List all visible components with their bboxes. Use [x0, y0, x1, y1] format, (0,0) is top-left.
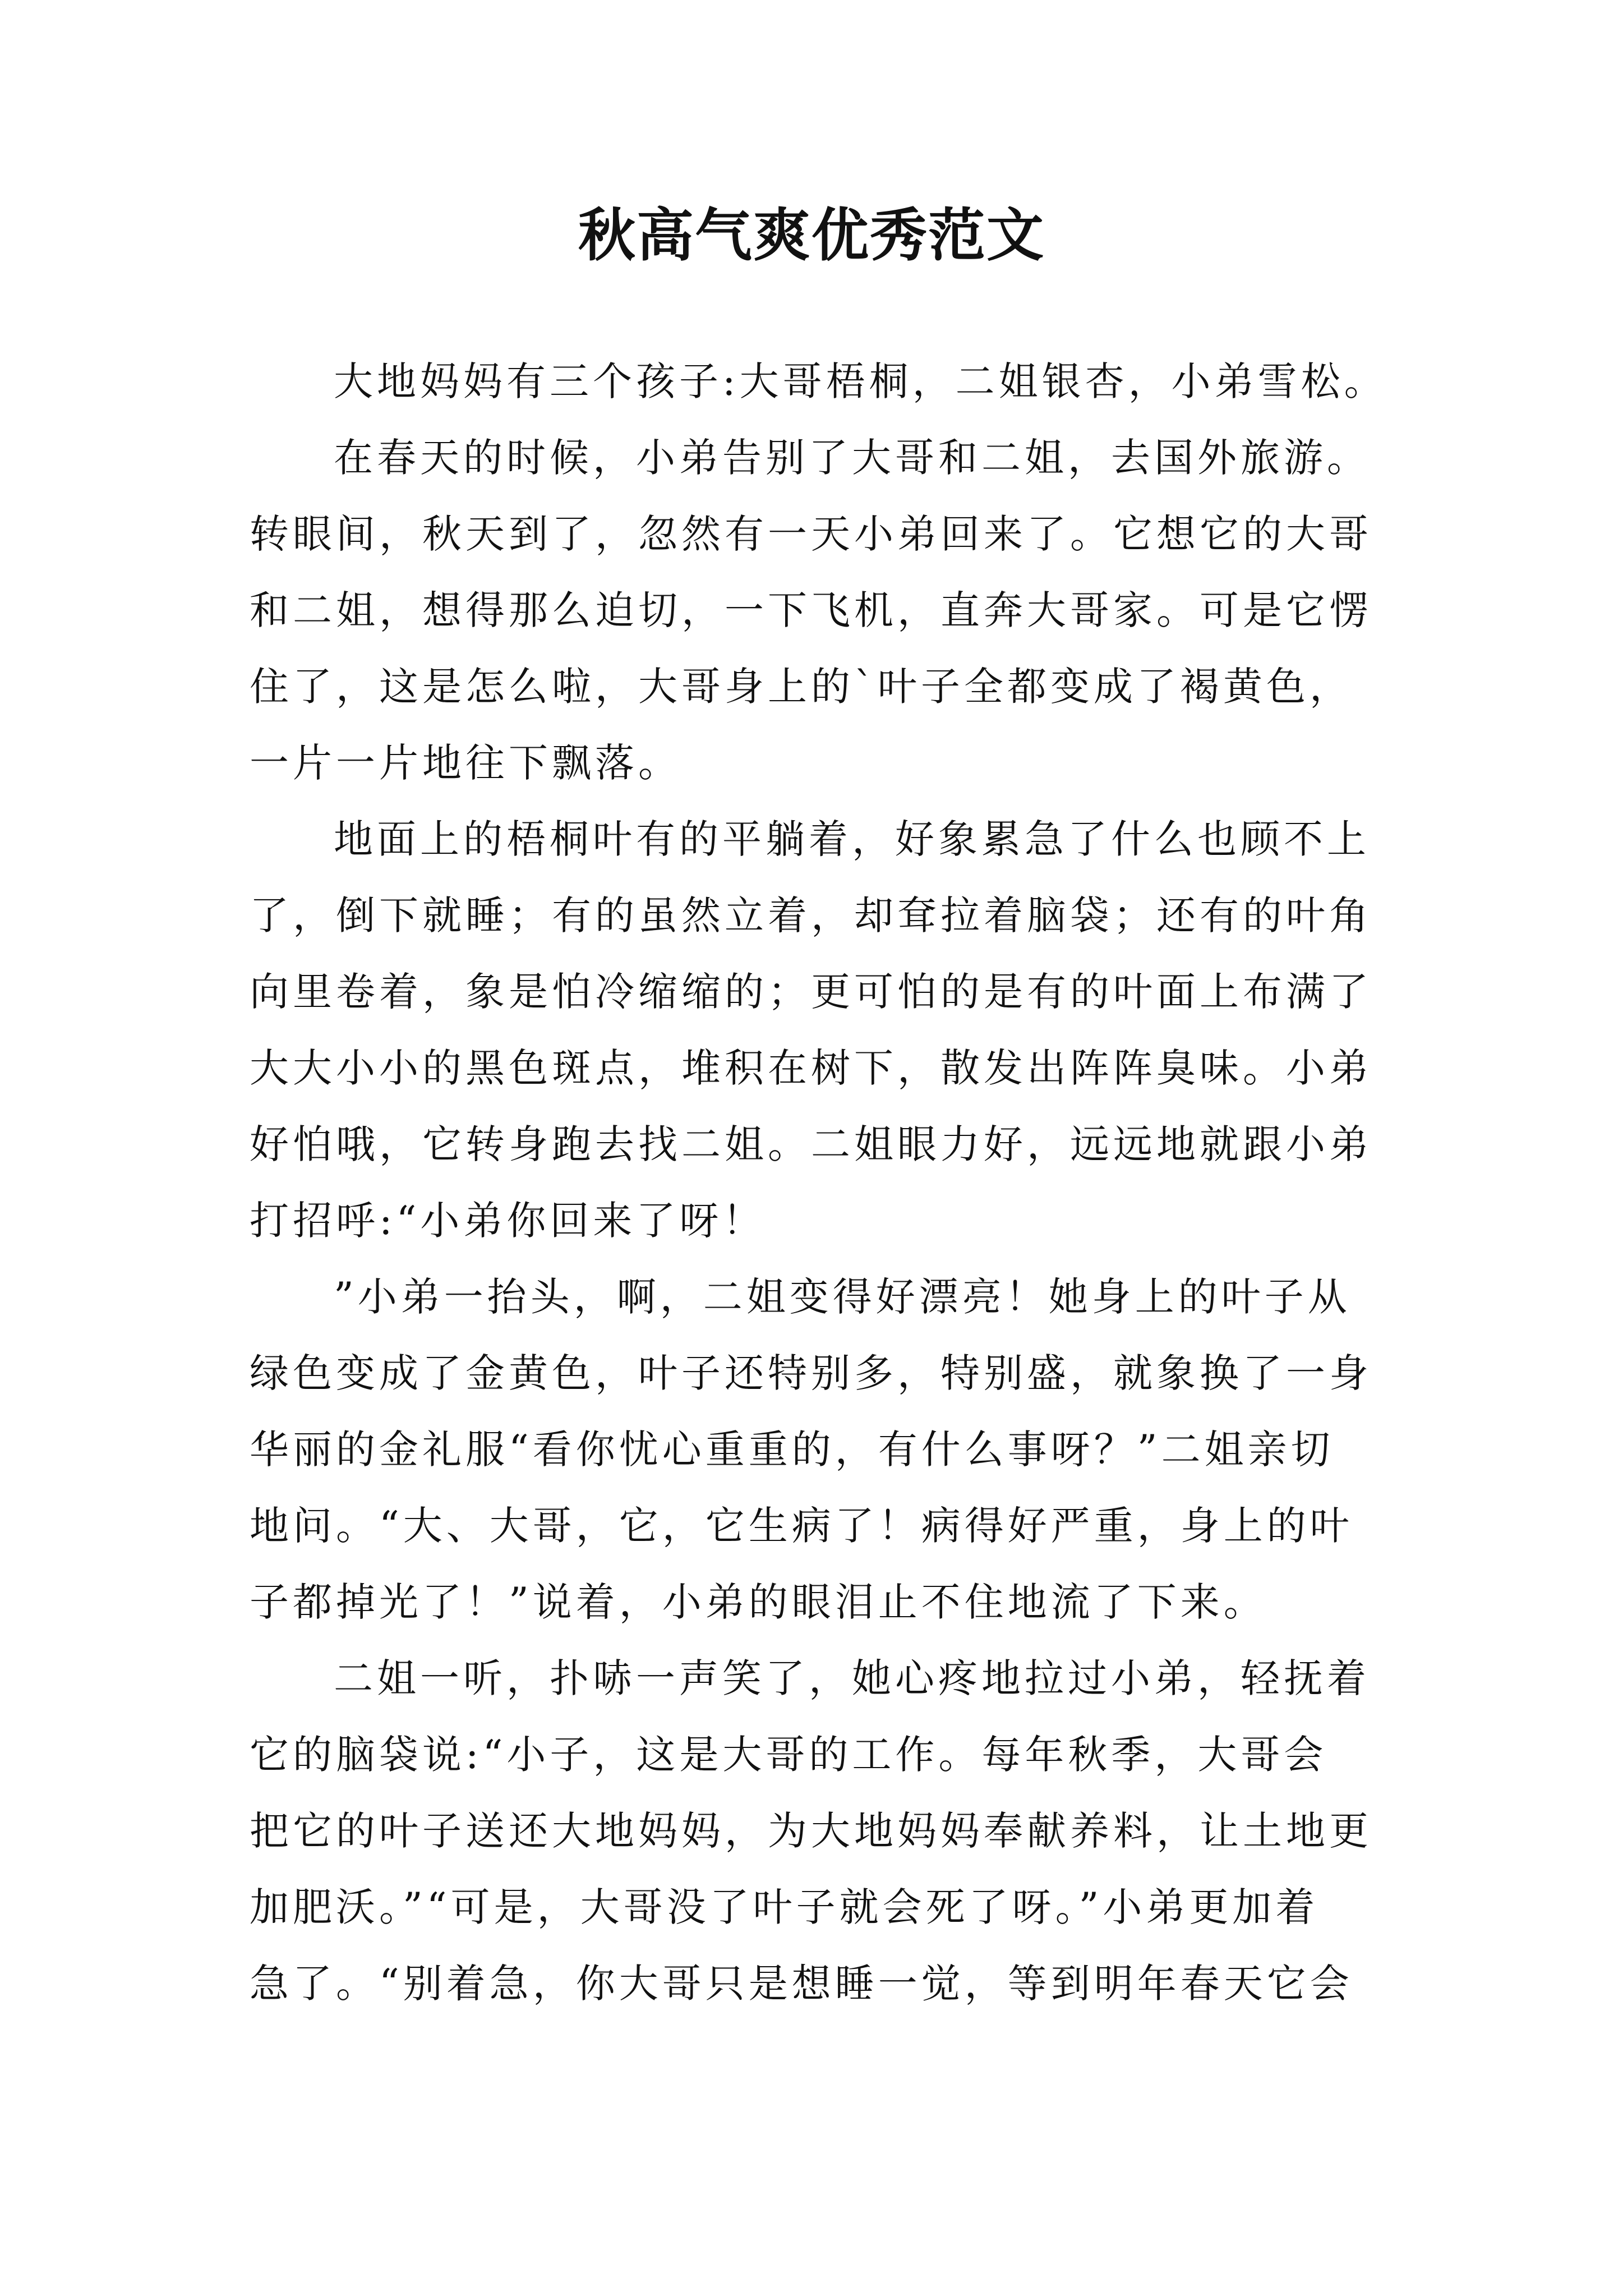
text-line: 住了，这是怎么啦，大哥身上的`叶子全都变成了褐黄色， — [250, 664, 1353, 710]
text-line: 打招呼:“小弟你回来了呀！ — [250, 1198, 766, 1244]
document-title: 秋高气爽优秀范文 — [578, 202, 1045, 269]
text-line: 华丽的金礼服“看你忧心重重的，有什么事呀？”二姐亲切 — [250, 1427, 1334, 1473]
text-line: 一片一片地往下飘落。 — [250, 740, 681, 786]
text-line: 把它的叶子送还大地妈妈，为大地妈妈奉献养料，让土地更 — [250, 1808, 1372, 1854]
text-line: 它的脑袋说:“小子，这是大哥的工作。每年秋季，大哥会 — [250, 1732, 1327, 1778]
text-line: 急了。“别着急，你大哥只是想睡一觉，等到明年春天它会 — [250, 1961, 1353, 2007]
text-line: 和二姐，想得那么迫切，一下飞机，直奔大哥家。可是它愣 — [250, 587, 1372, 633]
text-line: 加肥沃。”“可是，大哥没了叶子就会死了呀。”小弟更加着 — [250, 1884, 1319, 1930]
text-line: ”小弟一抬头，啊，二姐变得好漂亮！她身上的叶子从 — [334, 1274, 1351, 1320]
text-line: 地面上的梧桐叶有的平躺着，好象累急了什么也顾不上 — [334, 816, 1370, 862]
text-line: 转眼间，秋天到了，忽然有一天小弟回来了。它想它的大哥 — [250, 511, 1372, 557]
text-line: 二姐一听，扑哧一声笑了，她心疼地拉过小弟，轻抚着 — [334, 1655, 1370, 1701]
text-line: 地问。“大、大哥，它，它生病了！病得好严重，身上的叶 — [250, 1503, 1353, 1549]
text-line: 了，倒下就睡；有的虽然立着，却耷拉着脑袋；还有的叶角 — [250, 892, 1372, 938]
text-line: 绿色变成了金黄色，叶子还特别多，特别盛，就象换了一身 — [250, 1350, 1372, 1396]
text-line: 大大小小的黑色斑点，堆积在树下，散发出阵阵臭味。小弟 — [250, 1045, 1372, 1091]
text-line: 在春天的时候，小弟告别了大哥和二姐，去国外旅游。 — [334, 435, 1370, 481]
text-line: 大地妈妈有三个孩子:大哥梧桐，二姐银杏，小弟雪松。 — [334, 358, 1387, 404]
text-line: 子都掉光了！”说着，小弟的眼泪止不住地流了下来。 — [250, 1579, 1267, 1625]
text-line: 好怕哦，它转身跑去找二姐。二姐眼力好，远远地就跟小弟 — [250, 1121, 1372, 1167]
document-body — [250, 343, 1399, 2022]
text-line: 向里卷着，象是怕冷缩缩的；更可怕的是有的叶面上布满了 — [250, 969, 1372, 1015]
